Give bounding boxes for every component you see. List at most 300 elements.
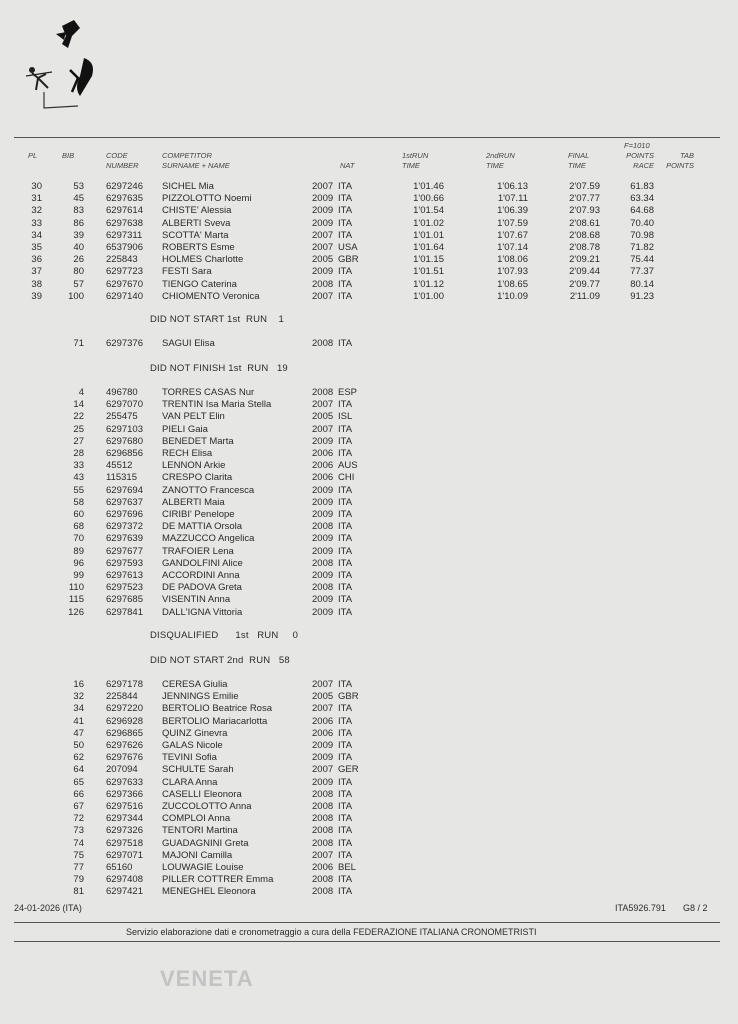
place: 38 — [31, 278, 42, 290]
code-number: 6297694 — [106, 484, 143, 496]
code-number: 6297421 — [106, 886, 143, 898]
bib: 73 — [73, 825, 84, 837]
bib: 32 — [73, 691, 84, 703]
final-time: 2'08.78 — [569, 242, 600, 253]
bib: 89 — [73, 545, 84, 557]
bib: 27 — [73, 435, 84, 447]
birth-year: 2009 — [312, 217, 334, 229]
bib: 33 — [73, 460, 84, 472]
dns2-title: DID NOT START 2nd RUN 58 — [150, 655, 290, 666]
nationality: ITA — [338, 217, 353, 229]
nationality: ITA — [338, 193, 353, 205]
race-points: 70.40 — [630, 217, 654, 229]
bib: 79 — [73, 874, 84, 886]
nationality: ITA — [338, 484, 353, 496]
birth-year: 2008 — [312, 874, 334, 886]
birth-year: 2009 — [312, 435, 334, 447]
birth-year: 2007 — [312, 849, 334, 861]
competitor-name: PIZZOLOTTO Noemi — [162, 193, 252, 205]
birth-year: 2006 — [312, 472, 334, 484]
run1-time: 1'01.00 — [413, 290, 444, 302]
competitor-name: VAN PELT Elin — [162, 411, 225, 423]
nationality: ITA — [338, 801, 353, 812]
competitor-name: CHISTE' Alessia — [162, 205, 232, 217]
nationality: ITA — [338, 181, 353, 192]
code-number: 6297680 — [106, 435, 143, 447]
bib: 66 — [73, 788, 84, 800]
birth-year: 2009 — [312, 606, 334, 618]
code-number: 6297723 — [106, 266, 143, 278]
place: 32 — [31, 205, 42, 217]
competitor-name: CHIOMENTO Veronica — [162, 290, 260, 302]
code-number: 45512 — [106, 460, 133, 472]
bib: 47 — [73, 727, 84, 739]
nationality: ITA — [338, 423, 353, 435]
run1-time: 1'00.66 — [413, 193, 444, 205]
code-number: 6297593 — [106, 557, 143, 569]
dsq1-title: DISQUALIFIED 1st RUN 0 — [150, 630, 299, 641]
competitor-name: DE PADOVA Greta — [162, 582, 242, 594]
competitor-name: PIELI Gaia — [162, 423, 208, 435]
dns1-title: DID NOT START 1st RUN 1 — [150, 314, 285, 325]
bib: 4 — [78, 387, 84, 398]
nationality: ITA — [338, 752, 353, 764]
nationality: ITA — [338, 557, 353, 569]
run1-time: 1'01.51 — [413, 266, 444, 278]
place: 33 — [31, 217, 42, 229]
place: 34 — [31, 229, 42, 241]
birth-year: 2006 — [312, 460, 334, 472]
final-time: 2'11.09 — [569, 290, 600, 302]
nationality: ITA — [338, 874, 353, 886]
bib: 83 — [73, 205, 84, 217]
code-number: 6297677 — [106, 545, 143, 557]
nationality: ITA — [338, 533, 353, 545]
veneta-watermark: VENETA — [160, 966, 254, 991]
competitor-name: SCHULTE Sarah — [162, 764, 234, 776]
run1-time: 1'01.64 — [413, 242, 444, 253]
final-time: 2'07.93 — [569, 205, 600, 217]
code-number: 6297366 — [106, 788, 143, 800]
nationality: ITA — [338, 606, 353, 618]
birth-year: 2008 — [312, 837, 334, 849]
competitor-name: COMPLOI Anna — [162, 813, 231, 825]
place: 39 — [31, 290, 42, 302]
nationality: GBR — [338, 254, 359, 266]
nationality: ISL — [338, 411, 353, 423]
bib: 28 — [73, 448, 84, 459]
competitor-name: ACCORDINI Anna — [162, 570, 240, 581]
bib: 126 — [68, 606, 84, 618]
birth-year: 2008 — [312, 886, 334, 898]
competitor-name: GANDOLFINI Alice — [162, 557, 243, 569]
bib: 74 — [73, 837, 84, 849]
place: 31 — [31, 193, 42, 205]
birth-year: 2007 — [312, 290, 334, 302]
code-number: 6297685 — [106, 594, 143, 606]
bib: 43 — [73, 472, 84, 484]
col-header-bib: BIB — [62, 151, 75, 160]
code-number: 6537906 — [106, 242, 143, 253]
race-points: 80.14 — [630, 278, 654, 290]
birth-year: 2008 — [312, 825, 334, 837]
code-number: 6297518 — [106, 837, 143, 849]
birth-year: 2009 — [312, 594, 334, 606]
code-number: 6297408 — [106, 874, 143, 886]
code-number: 6297633 — [106, 776, 143, 788]
birth-year: 2009 — [312, 496, 334, 508]
run1-time: 1'01.46 — [413, 181, 444, 192]
competitor-name: BERTOLIO Mariacarlotta — [162, 715, 268, 727]
bib: 110 — [68, 582, 84, 594]
birth-year: 2005 — [312, 254, 334, 266]
bib: 67 — [73, 801, 84, 812]
nationality: ITA — [338, 594, 353, 606]
birth-year: 2009 — [312, 193, 334, 205]
competitor-name: SICHEL Mia — [162, 181, 214, 192]
bib: 77 — [73, 862, 84, 873]
dnf1-title: DID NOT FINISH 1st RUN 19 — [150, 363, 288, 374]
bib: 26 — [73, 254, 84, 266]
nationality: ITA — [338, 813, 353, 825]
race-points: 91.23 — [630, 290, 654, 302]
nationality: ITA — [338, 570, 353, 581]
competitor-name: BERTOLIO Beatrice Rosa — [162, 703, 273, 715]
competitor-name: ALBERTI Sveva — [162, 217, 231, 229]
competitor-name: FESTI Sara — [162, 266, 212, 278]
race-points: 63.34 — [630, 193, 654, 205]
bib: 39 — [73, 229, 84, 241]
bib: 99 — [73, 570, 84, 581]
birth-year: 2008 — [312, 788, 334, 800]
run2-time: 1'10.09 — [497, 290, 528, 302]
competitor-name: TEVINI Sofia — [162, 752, 217, 764]
code-number: 6297638 — [106, 217, 143, 229]
code-number: 6297676 — [106, 752, 143, 764]
nationality: ITA — [338, 338, 353, 349]
birth-year: 2009 — [312, 740, 334, 751]
footer-rule-top — [14, 922, 720, 923]
bib: 86 — [73, 217, 84, 229]
bib: 45 — [73, 193, 84, 205]
code-number: 6297637 — [106, 496, 143, 508]
code-number: 6297071 — [106, 849, 143, 861]
nationality: ITA — [338, 545, 353, 557]
birth-year: 2008 — [312, 582, 334, 594]
code-number: 65160 — [106, 862, 133, 873]
col-header-run2: 2ndRUN TIME — [486, 151, 515, 170]
run1-time: 1'01.12 — [413, 278, 444, 290]
bib: 58 — [73, 496, 84, 508]
code-number: 6297220 — [106, 703, 143, 715]
nationality: CHI — [338, 472, 355, 484]
nationality: ITA — [338, 825, 353, 837]
col-header-f: F=1010 — [624, 141, 650, 150]
code-number: 207094 — [106, 764, 138, 776]
col-header-run1: 1stRUN TIME — [402, 151, 429, 170]
code-number: 6297670 — [106, 278, 143, 290]
code-number: 6297140 — [106, 290, 143, 302]
competitor-name: SAGUI Elisa — [162, 338, 215, 349]
code-number: 6297178 — [106, 679, 143, 690]
bib: 60 — [73, 509, 84, 520]
bib: 68 — [73, 521, 84, 533]
bib: 96 — [73, 557, 84, 569]
nationality: AUS — [338, 460, 358, 472]
nationality: ITA — [338, 229, 353, 241]
birth-year: 2008 — [312, 521, 334, 533]
nationality: ITA — [338, 776, 353, 788]
nationality: ITA — [338, 740, 353, 751]
birth-year: 2008 — [312, 557, 334, 569]
code-number: 115315 — [106, 472, 137, 484]
nationality: ITA — [338, 509, 353, 520]
bib: 81 — [73, 886, 84, 898]
birth-year: 2005 — [312, 411, 334, 423]
code-number: 6297376 — [106, 338, 143, 349]
competitor-name: DALL'IGNA Vittoria — [162, 606, 243, 618]
final-time: 2'08.61 — [569, 217, 600, 229]
code-number: 6297613 — [106, 570, 143, 581]
nationality: ITA — [338, 788, 353, 800]
code-number: 6297326 — [106, 825, 143, 837]
birth-year: 2007 — [312, 764, 334, 776]
col-header-tab: TAB POINTS — [666, 151, 694, 170]
birth-year: 2006 — [312, 715, 334, 727]
race-points: 61.83 — [630, 181, 654, 192]
code-number: 6297696 — [106, 509, 143, 520]
competitor-name: GUADAGNINI Greta — [162, 837, 249, 849]
nationality: ITA — [338, 849, 353, 861]
col-header-competitor: COMPETITOR SURNAME + NAME — [162, 151, 230, 170]
competitor-name: PILLER COTTRER Emma — [162, 874, 274, 886]
code-number: 6297103 — [106, 423, 143, 435]
birth-year: 2009 — [312, 776, 334, 788]
bib: 34 — [73, 703, 84, 715]
run1-time: 1'01.54 — [413, 205, 444, 217]
bib: 72 — [73, 813, 84, 825]
bib: 22 — [73, 411, 84, 423]
competitor-name: CASELLI Eleonora — [162, 788, 242, 800]
code-number: 6297614 — [106, 205, 143, 217]
bib: 80 — [73, 266, 84, 278]
nationality: ITA — [338, 266, 353, 278]
birth-year: 2007 — [312, 229, 334, 241]
birth-year: 2009 — [312, 533, 334, 545]
nationality: ITA — [338, 715, 353, 727]
birth-year: 2009 — [312, 205, 334, 217]
race-points: 75.44 — [630, 254, 654, 266]
nationality: GER — [338, 764, 359, 776]
code-number: 6297841 — [106, 606, 143, 618]
nationality: ESP — [338, 387, 358, 398]
bib: 16 — [73, 679, 84, 690]
bib: 41 — [73, 715, 84, 727]
competitor-name: DE MATTIA Orsola — [162, 521, 243, 533]
final-time: 2'08.68 — [569, 229, 600, 241]
run2-time: 1'08.65 — [497, 278, 528, 290]
birth-year: 2006 — [312, 448, 334, 459]
nationality: ITA — [338, 886, 353, 898]
nationality: ITA — [338, 703, 353, 715]
place: 35 — [31, 242, 42, 253]
nationality: ITA — [338, 205, 353, 217]
nationality: ITA — [338, 679, 353, 690]
competitor-name: TIENGO Caterina — [162, 278, 237, 290]
nationality: ITA — [338, 496, 353, 508]
birth-year: 2007 — [312, 423, 334, 435]
code-number: 6297344 — [106, 813, 143, 825]
code-number: 6297516 — [106, 801, 143, 812]
birth-year: 2008 — [312, 813, 334, 825]
run2-time: 1'07.67 — [497, 229, 528, 241]
code-number: 6297626 — [106, 740, 143, 751]
col-header-nat: NAT — [340, 161, 355, 170]
race-points: 71.82 — [630, 242, 654, 253]
bib: 70 — [73, 533, 84, 545]
bib: 64 — [73, 764, 84, 776]
birth-year: 2008 — [312, 801, 334, 812]
competitor-name: SCOTTA' Marta — [162, 229, 229, 241]
code-number: 6297070 — [106, 399, 143, 411]
race-points: 70.98 — [630, 229, 654, 241]
nationality: BEL — [338, 862, 356, 873]
run2-time: 1'07.59 — [497, 217, 528, 229]
code-number: 225844 — [106, 691, 138, 703]
bib: 53 — [73, 181, 84, 192]
run1-time: 1'01.02 — [413, 217, 444, 229]
competitor-name: CIRIBI' Penelope — [162, 509, 235, 520]
nationality: ITA — [338, 521, 353, 533]
bib: 55 — [73, 484, 84, 496]
bib: 71 — [73, 338, 84, 349]
birth-year: 2009 — [312, 509, 334, 520]
bib: 57 — [73, 278, 84, 290]
col-header-pl: PL — [28, 151, 38, 160]
competitor-name: TRAFOIER Lena — [162, 545, 234, 557]
final-time: 2'07.77 — [569, 193, 600, 205]
place: 36 — [31, 254, 42, 266]
footer-rule-bottom — [14, 941, 720, 942]
bib: 50 — [73, 740, 84, 751]
competitor-name: LENNON Arkie — [162, 460, 226, 472]
code-number: 6296865 — [106, 727, 143, 739]
competitor-name: CLARA Anna — [162, 776, 218, 788]
birth-year: 2008 — [312, 338, 334, 349]
bib: 75 — [73, 849, 84, 861]
birth-year: 2006 — [312, 862, 334, 873]
birth-year: 2007 — [312, 242, 334, 253]
nationality: ITA — [338, 582, 353, 594]
competitor-name: ZANOTTO Francesca — [162, 484, 255, 496]
competitor-name: MENEGHEL Eleonora — [162, 886, 256, 898]
place: 30 — [31, 181, 42, 192]
birth-year: 2009 — [312, 266, 334, 278]
bib: 62 — [73, 752, 84, 764]
final-time: 2'07.59 — [569, 181, 600, 192]
competitor-name: CRESPO Clarita — [162, 472, 233, 484]
birth-year: 2009 — [312, 484, 334, 496]
run2-time: 1'06.13 — [497, 181, 528, 192]
race-points: 64.68 — [630, 205, 654, 217]
competitor-name: TORRES CASAS Nur — [162, 387, 255, 398]
code-number: 6296928 — [106, 715, 143, 727]
birth-year: 2009 — [312, 752, 334, 764]
footer-date: 24-01-2026 (ITA) — [14, 903, 82, 913]
nationality: USA — [338, 242, 358, 253]
run2-time: 1'07.93 — [497, 266, 528, 278]
birth-year: 2008 — [312, 387, 334, 398]
run2-time: 1'06.39 — [497, 205, 528, 217]
run2-time: 1'08.06 — [497, 254, 528, 266]
col-header-final: FINAL TIME — [568, 151, 590, 170]
code-number: 225843 — [106, 254, 138, 266]
nationality: ITA — [338, 278, 353, 290]
run1-time: 1'01.15 — [413, 254, 444, 266]
competitor-name: QUINZ Ginevra — [162, 727, 228, 739]
final-time: 2'09.77 — [569, 278, 600, 290]
footer-page: G8 / 2 — [683, 903, 708, 913]
nationality: ITA — [338, 837, 353, 849]
birth-year: 2007 — [312, 679, 334, 690]
bib: 100 — [68, 290, 84, 302]
competitor-name: TRENTIN Isa Maria Stella — [162, 399, 272, 411]
birth-year: 2009 — [312, 545, 334, 557]
competitor-name: BENEDET Marta — [162, 435, 234, 447]
code-number: 496780 — [106, 387, 138, 398]
birth-year: 2005 — [312, 691, 334, 703]
code-number: 6297246 — [106, 181, 143, 192]
birth-year: 2007 — [312, 703, 334, 715]
bib: 14 — [73, 399, 84, 411]
birth-year: 2008 — [312, 278, 334, 290]
run1-time: 1'01.01 — [413, 229, 444, 241]
competitor-name: RECH Elisa — [162, 448, 213, 459]
competitor-name: ROBERTS Esme — [162, 242, 235, 253]
code-number: 6297372 — [106, 521, 143, 533]
competitor-name: GALAS Nicole — [162, 740, 223, 751]
code-number: 6297523 — [106, 582, 143, 594]
competitor-name: JENNINGS Emilie — [162, 691, 239, 703]
competitor-name: CERESA Giulia — [162, 679, 228, 690]
code-number: 6296856 — [106, 448, 143, 459]
run2-time: 1'07.11 — [497, 193, 528, 205]
birth-year: 2006 — [312, 727, 334, 739]
code-number: 6297635 — [106, 193, 143, 205]
competitor-name: MAJONI Camilla — [162, 849, 233, 861]
final-time: 2'09.44 — [569, 266, 600, 278]
code-number: 255475 — [106, 411, 138, 423]
nationality: ITA — [338, 727, 353, 739]
race-points: 77.37 — [630, 266, 654, 278]
bib: 40 — [73, 242, 84, 253]
birth-year: 2009 — [312, 570, 334, 581]
competitor-name: LOUWAGIE Louise — [162, 862, 244, 873]
bib: 25 — [73, 423, 84, 435]
nationality: ITA — [338, 399, 353, 411]
footer-code: ITA5926.791 — [615, 903, 666, 913]
nationality: ITA — [338, 290, 353, 302]
run2-time: 1'07.14 — [497, 242, 528, 253]
final-time: 2'09.21 — [569, 254, 600, 266]
birth-year: 2007 — [312, 399, 334, 411]
col-header-code: CODE NUMBER — [106, 151, 139, 170]
bib: 65 — [73, 776, 84, 788]
place: 37 — [31, 266, 42, 278]
competitor-name: TENTORI Martina — [162, 825, 238, 837]
competitor-name: ALBERTI Maia — [162, 496, 225, 508]
nationality: ITA — [338, 435, 353, 447]
